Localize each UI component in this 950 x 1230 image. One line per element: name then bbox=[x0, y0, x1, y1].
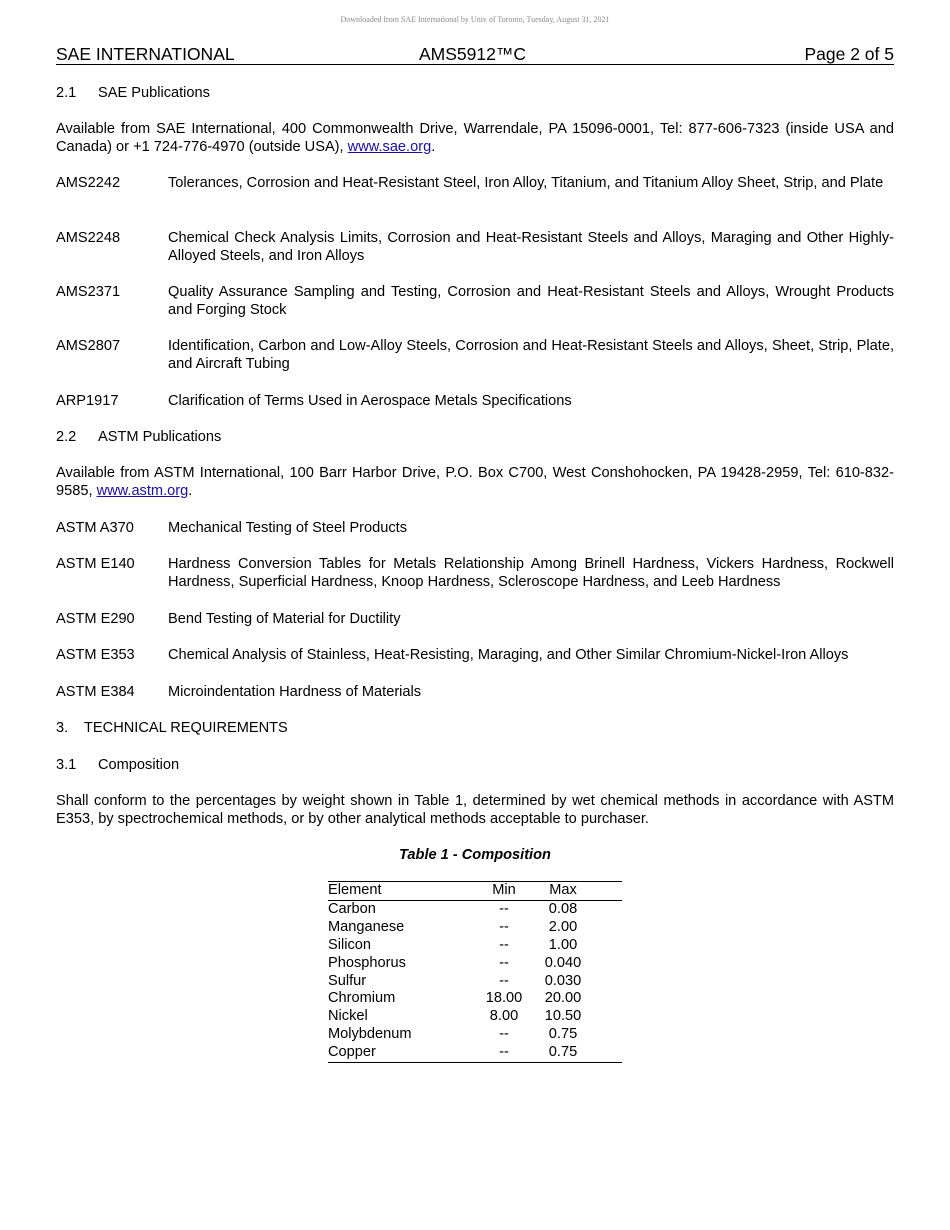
reference-title: Hardness Conversion Tables for Metals Relationship Among Brinell Hardness, Vickers Hardness, Rockwell Hardness, Superficial Hardness, Knoop Hardness, Scleroscope Hardness, and Leeb Hardness bbox=[168, 556, 894, 590]
max-cell: 0.75 bbox=[548, 1044, 578, 1061]
composition-table bbox=[328, 881, 622, 1063]
table-row bbox=[328, 937, 622, 955]
reference-title: Identification, Carbon and Low-Alloy Steels, Corrosion and Heat-Resistant Steels and Alloys, Sheet, Strip, Plate, and Aircraft Tubing bbox=[168, 338, 894, 372]
table-row bbox=[328, 919, 622, 937]
section-number: 3.1 bbox=[56, 757, 77, 773]
min-cell: -- bbox=[499, 954, 509, 971]
column-header-max: Max bbox=[549, 882, 577, 898]
reference-code: ASTM A370 bbox=[56, 520, 134, 536]
availability-text: Available from SAE International, 400 Commonwealth Drive, Warrendale, PA 15096-0001, Tel: 877-606-7323 (inside USA and Canada) or +1 724-776-4970 (outside USA), bbox=[56, 121, 894, 155]
reference-code: ASTM E384 bbox=[56, 684, 135, 700]
element-cell: Nickel bbox=[328, 1008, 368, 1025]
page-header bbox=[56, 44, 894, 65]
punctuation: . bbox=[188, 483, 193, 499]
table-row bbox=[328, 990, 622, 1008]
min-cell: -- bbox=[499, 900, 509, 917]
sae-website-link[interactable]: www.sae.org bbox=[347, 139, 432, 155]
min-cell: 18.00 bbox=[485, 990, 523, 1007]
element-cell: Chromium bbox=[328, 990, 396, 1007]
section-title: Composition bbox=[98, 757, 180, 773]
table-row bbox=[328, 1008, 622, 1026]
punctuation: . bbox=[431, 139, 436, 155]
element-cell: Sulfur bbox=[328, 972, 367, 989]
reference-code: AMS2248 bbox=[56, 230, 121, 246]
reference-title: Mechanical Testing of Steel Products bbox=[168, 520, 408, 536]
table-header-row bbox=[328, 882, 622, 901]
max-cell: 1.00 bbox=[548, 936, 578, 953]
section-title: ASTM Publications bbox=[98, 429, 222, 445]
table-spacer bbox=[596, 937, 622, 955]
max-cell: 2.00 bbox=[548, 918, 578, 935]
reference-title: Clarification of Terms Used in Aerospace Metals Specifications bbox=[168, 393, 572, 409]
reference-title: Bend Testing of Material for Ductility bbox=[168, 611, 401, 627]
reference-code: ASTM E353 bbox=[56, 647, 135, 663]
min-cell: 8.00 bbox=[489, 1008, 519, 1025]
max-cell: 0.08 bbox=[548, 900, 578, 917]
table-spacer bbox=[596, 1044, 622, 1062]
section-number: 2.2 bbox=[56, 429, 77, 445]
reference-title: Tolerances, Corrosion and Heat-Resistant Steel, Iron Alloy, Titanium, and Titanium Alloy Sheet, Strip, and Plate bbox=[168, 175, 884, 191]
table-spacer bbox=[596, 919, 622, 937]
table-spacer bbox=[596, 882, 622, 901]
table-spacer bbox=[596, 1026, 622, 1044]
section-number: 3. bbox=[56, 720, 69, 736]
reference-code: AMS2371 bbox=[56, 284, 121, 300]
table-row bbox=[328, 973, 622, 991]
min-cell: -- bbox=[499, 936, 509, 953]
max-cell: 0.030 bbox=[544, 972, 582, 989]
reference-code: ARP1917 bbox=[56, 393, 119, 409]
reference-code: ASTM E140 bbox=[56, 556, 135, 572]
table-spacer bbox=[596, 973, 622, 991]
astm-website-link[interactable]: www.astm.org bbox=[96, 483, 189, 499]
max-cell: 0.040 bbox=[544, 954, 582, 971]
section-title: SAE Publications bbox=[98, 85, 210, 101]
element-cell: Copper bbox=[328, 1044, 376, 1061]
header-page-number: Page 2 of 5 bbox=[804, 44, 894, 64]
section-3-heading bbox=[56, 719, 288, 737]
column-header-element: Element bbox=[328, 882, 382, 898]
reference-title: Quality Assurance Sampling and Testing, Corrosion and Heat-Resistant Steels and Alloys, Wrought Products and Forging Stock bbox=[168, 284, 894, 318]
reference-code: AMS2807 bbox=[56, 338, 121, 354]
availability-text: Available from ASTM International, 100 Barr Harbor Drive, P.O. Box C700, West Conshohocken, PA 19428-2959, Tel: 610-832-9585, bbox=[56, 465, 894, 499]
table-row bbox=[328, 1026, 622, 1044]
composition-paragraph: Shall conform to the percentages by weight shown in Table 1, determined by wet chemical methods in accordance with ASTM E353, by spectrochemical methods, or by other analytical methods acceptable to purchaser. bbox=[56, 793, 894, 827]
max-cell: 20.00 bbox=[544, 990, 582, 1007]
reference-title: Chemical Analysis of Stainless, Heat-Resisting, Maraging, and Other Similar Chromium-Nickel-Iron Alloys bbox=[168, 647, 849, 663]
table-spacer bbox=[596, 955, 622, 973]
table-row bbox=[328, 955, 622, 973]
table-row bbox=[328, 900, 622, 918]
section-number: 2.1 bbox=[56, 85, 77, 101]
element-cell: Phosphorus bbox=[328, 954, 406, 971]
reference-code: ASTM E290 bbox=[56, 611, 135, 627]
table-caption: Table 1 - Composition bbox=[399, 847, 551, 863]
astm-availability-paragraph bbox=[56, 464, 894, 500]
section-title: TECHNICAL REQUIREMENTS bbox=[84, 720, 288, 736]
reference-code: AMS2242 bbox=[56, 175, 121, 191]
element-cell: Silicon bbox=[328, 936, 371, 953]
min-cell: -- bbox=[499, 1026, 509, 1043]
header-org: SAE INTERNATIONAL bbox=[56, 44, 235, 64]
min-cell: -- bbox=[499, 918, 509, 935]
section-3-1-heading bbox=[56, 756, 179, 774]
sae-availability-paragraph bbox=[56, 120, 894, 156]
element-cell: Manganese bbox=[328, 918, 405, 935]
header-doc-number: AMS5912™C bbox=[419, 44, 526, 64]
column-header-min: Min bbox=[492, 882, 516, 898]
max-cell: 10.50 bbox=[544, 1008, 582, 1025]
min-cell: -- bbox=[499, 1044, 509, 1061]
section-2-1-heading bbox=[56, 84, 210, 102]
reference-title: Chemical Check Analysis Limits, Corrosion and Heat-Resistant Steels and Alloys, Maraging and Other Highly-Alloyed Steels, and Iron Alloys bbox=[168, 230, 894, 264]
max-cell: 0.75 bbox=[548, 1026, 578, 1043]
download-watermark: Downloaded from SAE International by Univ of Toronto, Tuesday, August 31, 2021 bbox=[340, 15, 610, 24]
table-spacer bbox=[596, 990, 622, 1008]
element-cell: Molybdenum bbox=[328, 1026, 412, 1043]
table-row bbox=[328, 1044, 622, 1062]
section-2-2-heading bbox=[56, 428, 221, 446]
element-cell: Carbon bbox=[328, 900, 376, 917]
min-cell: -- bbox=[499, 972, 509, 989]
reference-title: Microindentation Hardness of Materials bbox=[168, 684, 422, 700]
table-spacer bbox=[596, 1008, 622, 1026]
table-spacer bbox=[596, 900, 622, 918]
